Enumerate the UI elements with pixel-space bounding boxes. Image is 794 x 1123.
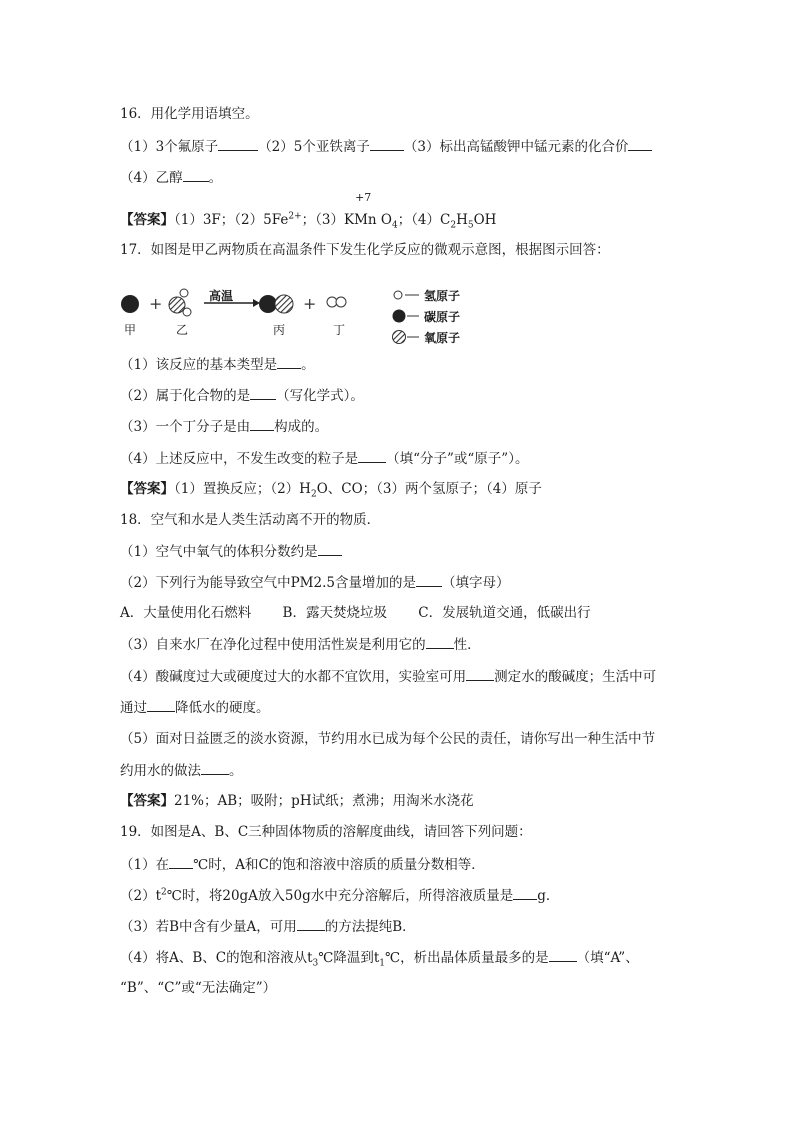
q16-answer: 【答案】（1）3F；$(2)5Fe^{2+}$；（3）K +7 Mn $O_4$；$(4)C_2H_5OH$ [120,210,496,230]
q18-sub3: （3）自来水厂在净化过程中使用活性炭是利用它的 性． [120,634,481,655]
valence-mark: +7 [355,191,372,204]
q18-sub5-cont: 约用水的做法 。 [120,760,243,781]
answer-blank[interactable] [218,136,258,151]
q19-sub2: $(2)t^2℃$时，将20gA放入50g水中充分溶解后，所得溶液质量是 g． [120,885,559,906]
q17-sub2: （2）属于化合物的是 （写化学式）。 [120,385,364,406]
q19-sub4: （4）将A、B、C的饱和溶液从$t_3℃$降温到$t_1℃$，析出晶体质量最多的是 （填“A”、 [120,947,639,968]
answer-blank[interactable] [250,385,276,400]
condition-label: 高温 [209,289,234,303]
q18-options: A．大量使用化石燃料 B．露天焚烧垃圾 C．发展轨道交通，低碳出行 [120,605,591,621]
q19-sub1: （1）在 ℃时，A和C的饱和溶液中溶质的质量分数相等． [120,854,485,875]
answer-blank[interactable] [201,760,229,775]
q18-sub2: （2）下列行为能导致空气中PM2.5含量增加的是 （填字母） [120,572,509,593]
q16-line2: （4）乙醇 。 [120,167,222,188]
answer-blank[interactable] [169,854,193,869]
q18-stem: 18．空气和水是人类生活动离不开的物质． [120,512,381,528]
answer-blank[interactable] [426,634,454,649]
q18-answer: 【答案】21%；AB；吸附；pH试纸；煮沸；用淘米水浇花 [120,793,474,809]
label-bing: 丙 [273,323,286,337]
q16-stem: 16．用化学用语填空。 [120,106,259,122]
answer-blank[interactable] [297,916,325,931]
q17-answer: 【答案】（1）置换反应；$(2)H_2O$、CO；（3）两个氢原子；（4）原子 [120,481,542,500]
diagram-legend: 氢原子 碳原子 氧原子 [392,286,512,346]
answer-blank[interactable] [318,541,342,556]
answer-blank[interactable] [277,354,301,369]
q16-line1: （1）3个氟原子 （2）5个亚铁离子 （3）标出高锰酸钾中锰元素的化合价 [120,136,652,157]
answer-blank[interactable] [183,167,209,182]
answer-blank[interactable] [628,136,652,151]
q17-sub1: （1）该反应的基本类型是 。 [120,354,315,375]
answer-blank[interactable] [513,885,537,900]
q17-sub4: （4）上述反应中，不发生改变的粒子是 （填“分子”或“原子”）。 [120,448,528,469]
label-yi: 乙 [176,323,189,337]
q18-sub1: （1）空气中氧气的体积分数约是 [120,541,342,562]
label-jia: 甲 [124,323,137,337]
q19-stem: 19．如图是A、B、C三种固体物质的溶解度曲线，请回答下列问题： [120,824,532,840]
q18-sub4: （4）酸碱度过大或硬度过大的水都不宜饮用，实验室可用 测定水的酸碱度；生活中可 [120,666,656,687]
answer-blank[interactable] [549,947,577,962]
svg-text:+: + [149,294,163,313]
carbon-atom [121,295,139,313]
answer-blank[interactable] [250,416,274,431]
svg-text:+: + [303,294,317,313]
q18-sub5: （5）面对日益匮乏的淡水资源，节约用水已成为每个公民的责任，请你写出一种生活中节 [120,731,656,747]
q18-sub4-cont: 通过 降低水的硬度。 [120,697,270,718]
answer-blank[interactable] [416,572,442,587]
answer-blank[interactable] [466,666,494,681]
answer-blank[interactable] [147,697,175,712]
label-ding: 丁 [333,323,346,337]
q17-sub3: （3）一个丁分子是由 构成的。 [120,416,328,437]
answer-blank[interactable] [370,136,404,151]
q17-stem: 17．如图是甲乙两物质在高温条件下发生化学反应的微观示意图，根据图示回答： [120,242,610,258]
q19-sub4-cont: “B”、“C”或“无法确定”） [120,980,277,996]
answer-blank[interactable] [358,448,386,463]
q19-sub3: （3）若B中含有少量A，可用 的方法提纯B． [120,916,416,937]
